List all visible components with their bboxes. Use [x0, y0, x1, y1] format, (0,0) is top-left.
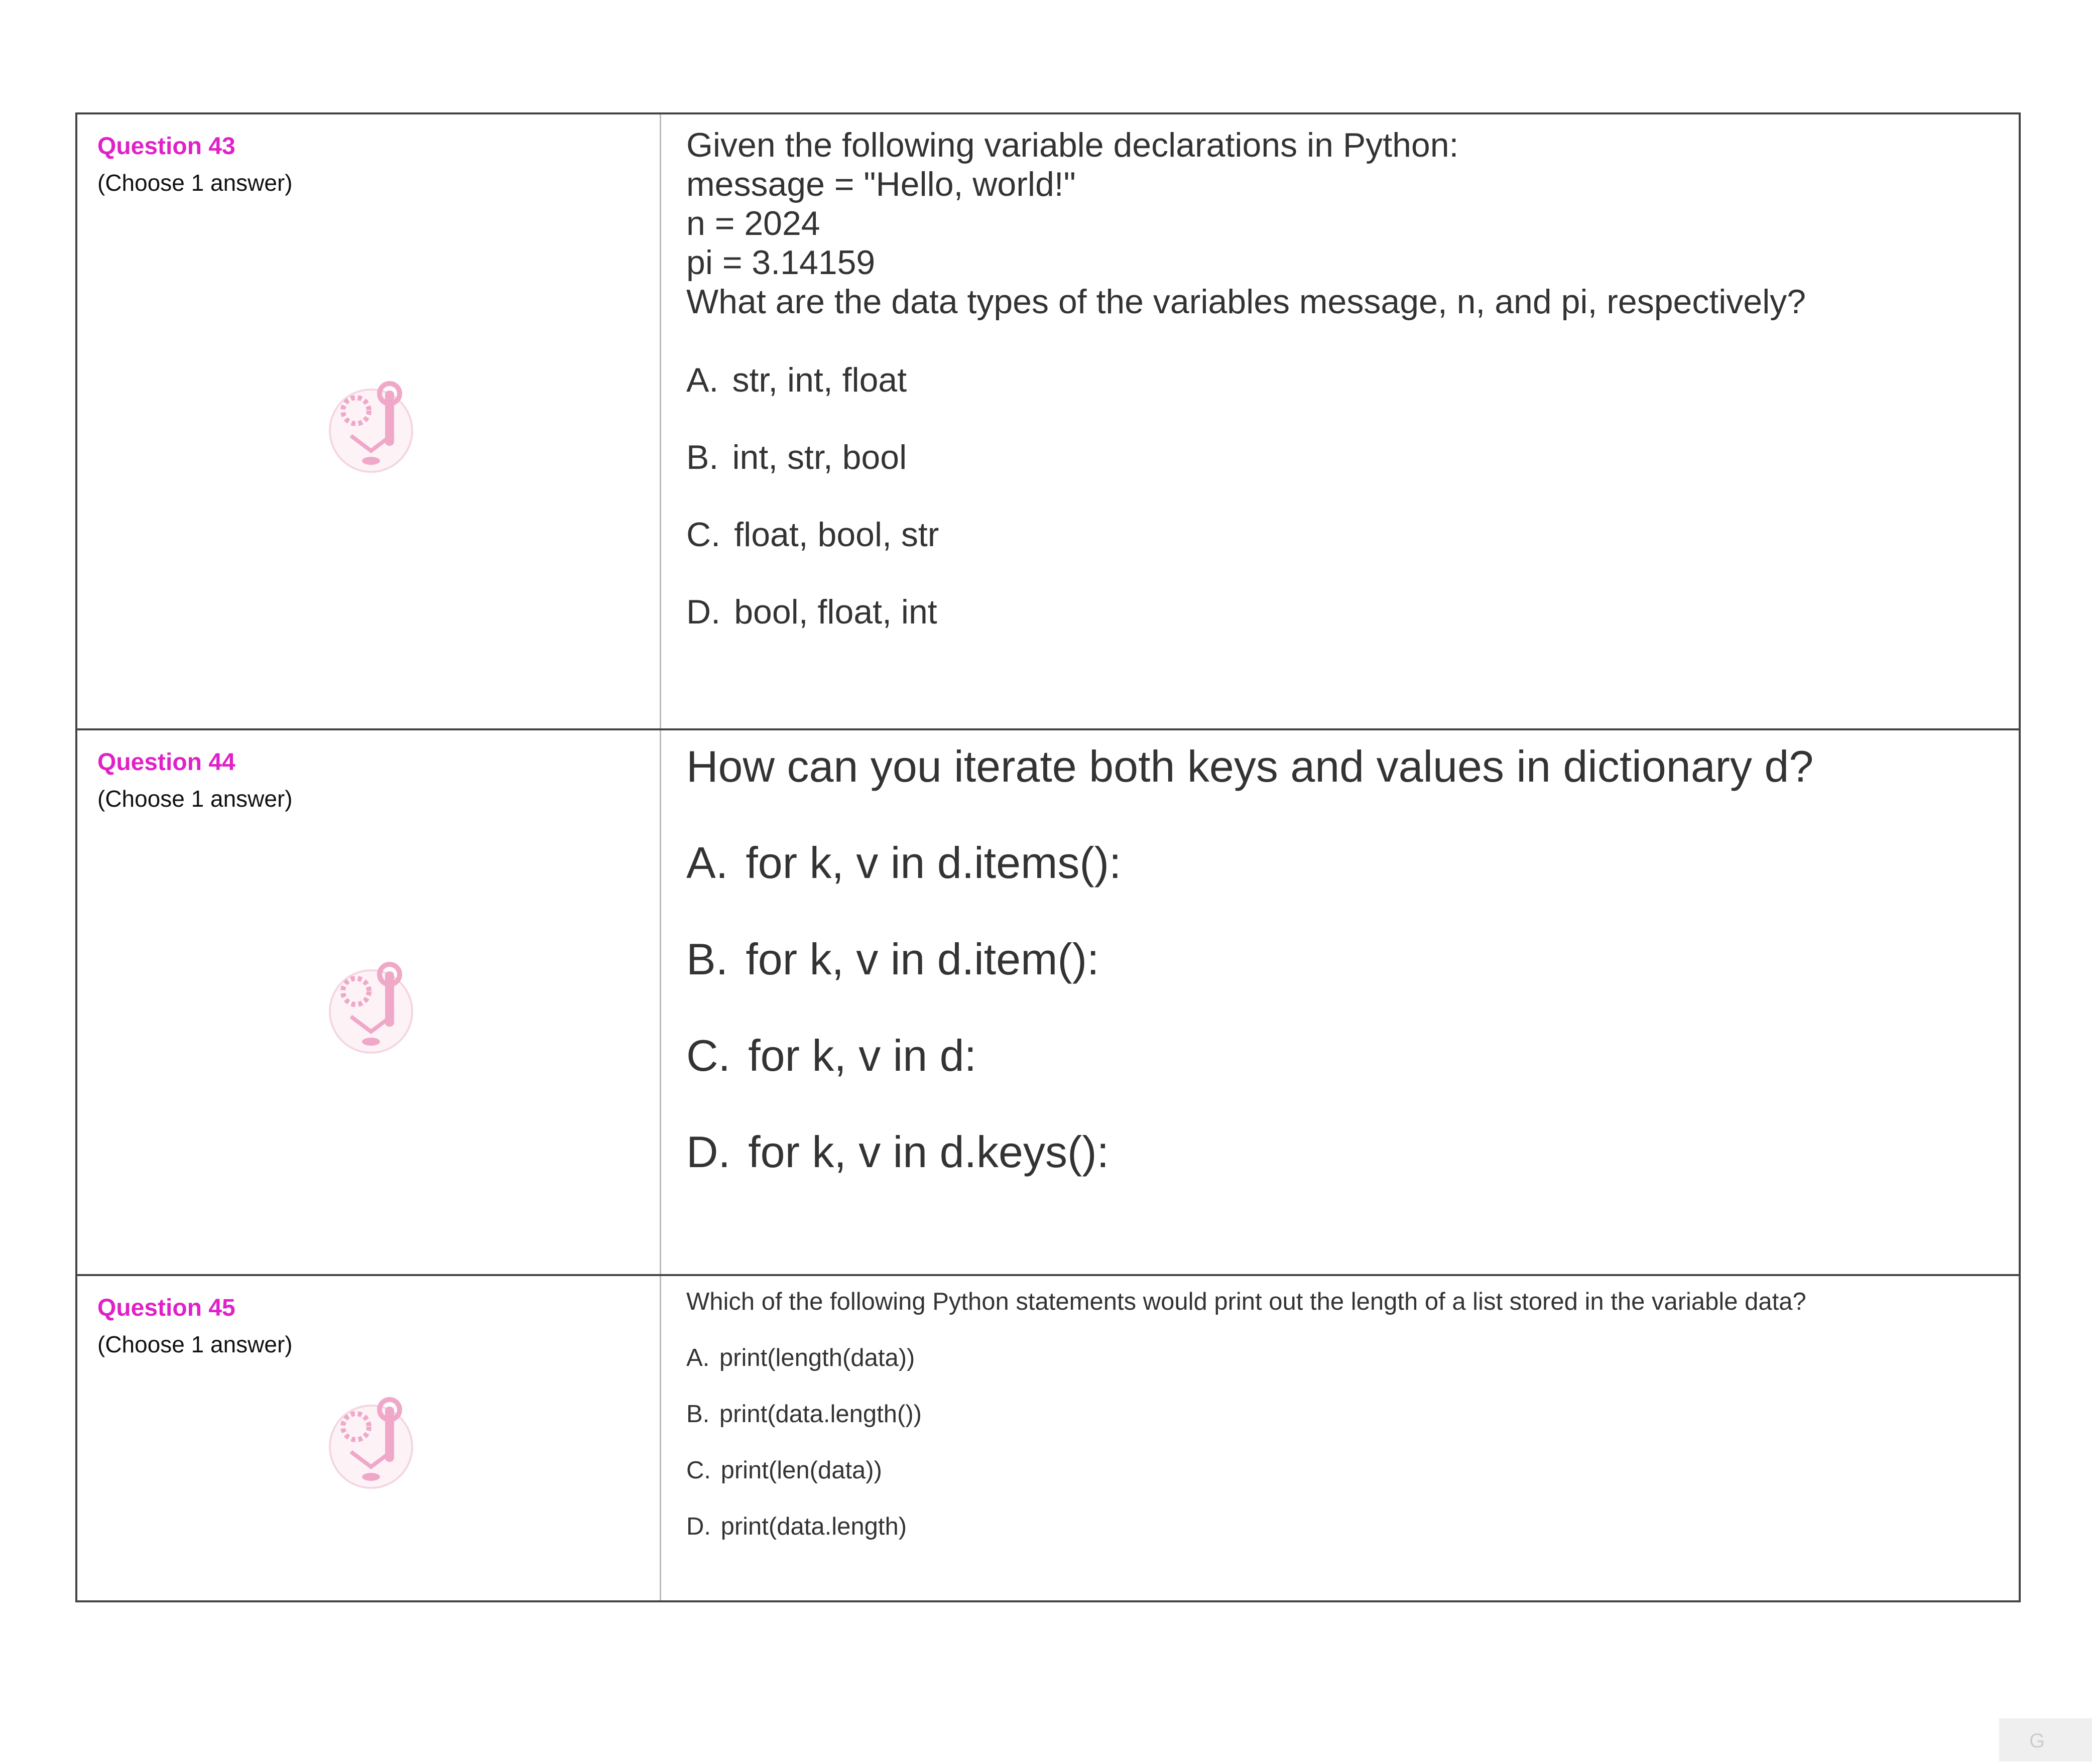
option-letter: A.: [686, 361, 719, 399]
question-meta-cell: [76, 729, 661, 1275]
question-stem-line: How can you iterate both keys and values in dictionary d?: [686, 741, 1814, 791]
question-stem-line: pi = 3.14159: [686, 243, 876, 282]
question-instruction: (Choose 1 answer): [97, 170, 293, 196]
option-text: bool, float, int: [734, 593, 937, 631]
option-letter: C.: [686, 516, 720, 554]
answer-option-d[interactable]: [686, 1127, 2019, 1177]
option-letter: D.: [686, 593, 720, 631]
option-text: print(len(data)): [720, 1457, 882, 1484]
option-text: str, int, float: [732, 361, 907, 399]
option-letter: B.: [686, 438, 719, 476]
svg-text:G: G: [2029, 1730, 2045, 1752]
question-stem-line: n = 2024: [686, 204, 820, 242]
option-letter: D.: [686, 1513, 711, 1540]
option-letter: C.: [686, 1457, 711, 1484]
question-table: [75, 112, 2021, 1602]
answer-option-b[interactable]: [686, 438, 2019, 477]
option-letter: A.: [686, 838, 728, 888]
question-title: Question 45: [97, 1295, 235, 1321]
question-stem-line: What are the data types of the variables message, n, and pi, respectively?: [686, 283, 1806, 321]
option-text: print(data.length()): [719, 1401, 922, 1428]
answer-option-b[interactable]: [686, 934, 2019, 984]
question-row-44: [76, 729, 2020, 1275]
option-text: print(length(data)): [719, 1344, 915, 1371]
option-text: for k, v in d:: [748, 1031, 977, 1080]
answer-option-c[interactable]: [686, 1031, 2019, 1081]
watermark-logo-icon: [321, 956, 421, 1057]
option-text: for k, v in d.items():: [746, 838, 1122, 888]
question-row-43: [76, 113, 2020, 729]
option-text: for k, v in d.item():: [746, 934, 1099, 984]
answer-option-d[interactable]: [686, 592, 2019, 632]
question-title: Question 43: [97, 133, 235, 160]
answer-option-d[interactable]: [686, 1511, 2019, 1542]
option-text: int, str, bool: [732, 438, 907, 476]
answer-option-a[interactable]: [686, 1342, 2019, 1373]
question-stem-line: message = "Hello, world!": [686, 165, 1076, 203]
question-row-45: [76, 1275, 2020, 1601]
question-instruction: (Choose 1 answer): [97, 1331, 293, 1357]
watermark-logo-icon: [321, 1392, 421, 1492]
answer-option-c[interactable]: [686, 515, 2019, 554]
question-stem-line: Given the following variable declarations in Python:: [686, 126, 1459, 164]
option-letter: B.: [686, 934, 728, 984]
answer-option-b[interactable]: [686, 1399, 2019, 1430]
option-text: print(data.length): [720, 1513, 907, 1540]
option-letter: C.: [686, 1031, 730, 1080]
watermark-logo-icon: [321, 375, 421, 476]
corner-logo-icon: [1999, 1718, 2092, 1761]
question-instruction: (Choose 1 answer): [97, 786, 293, 812]
option-letter: B.: [686, 1401, 710, 1428]
answer-option-a[interactable]: [686, 360, 2019, 400]
question-meta-cell: [76, 113, 661, 729]
option-text: for k, v in d.keys():: [748, 1127, 1110, 1177]
question-content-cell: [661, 729, 2020, 1275]
question-title: Question 44: [97, 749, 235, 776]
question-content-cell: [661, 1275, 2020, 1601]
answer-option-c[interactable]: [686, 1455, 2019, 1486]
option-text: float, bool, str: [734, 516, 939, 554]
question-stem-line: Which of the following Python statements would print out the length of a list stored in the variable data?: [686, 1288, 1806, 1315]
question-content-cell: [661, 113, 2020, 729]
option-letter: D.: [686, 1127, 730, 1177]
question-meta-cell: [76, 1275, 661, 1601]
answer-option-a[interactable]: [686, 838, 2019, 888]
option-letter: A.: [686, 1344, 710, 1371]
